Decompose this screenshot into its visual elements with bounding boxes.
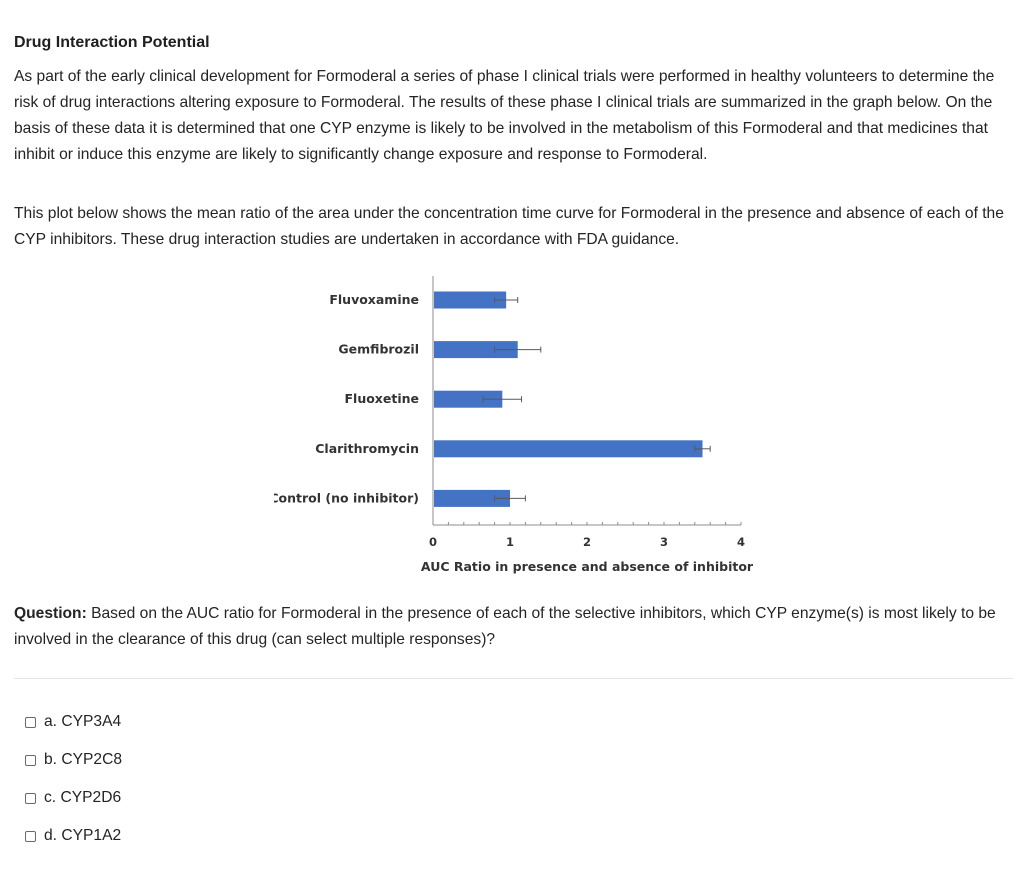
option-c-label: c. CYP2D6	[44, 789, 122, 806]
question-label: Question:	[14, 605, 87, 622]
x-tick-label-0: 0	[428, 535, 438, 549]
category-label-4: Control (no inhibitor)	[274, 490, 419, 506]
divider	[14, 678, 1013, 679]
x-axis-label: AUC Ratio in presence and absence of inhibitor	[420, 559, 754, 574]
checkbox-c[interactable]	[25, 793, 36, 804]
question-body: Based on the AUC ratio for Formoderal in the presence of each of the selective inhibitors, which CYP enzyme(s) is most likely to be involved in the clearance of this drug (can select multiple responses)?	[14, 605, 996, 648]
category-label-2: Fluoxetine	[344, 391, 419, 407]
option-d-label: d. CYP1A2	[44, 827, 122, 844]
checkbox-a[interactable]	[25, 717, 36, 728]
section-heading: Drug Interaction Potential	[14, 34, 210, 51]
option-b-label: b. CYP2C8	[44, 751, 123, 768]
checkbox-b[interactable]	[25, 755, 36, 766]
option-a-label: a. CYP3A4	[44, 713, 122, 730]
auc-ratio-chart	[274, 270, 794, 590]
intro-paragraph: As part of the early clinical development for Formoderal a series of phase I clinical trials were performed in healthy volunteers to determine the risk of drug interactions altering exposure to Formoderal. The results of these phase I clinical trials are summarized in the graph below. On the basis of these data it is determined that one CYP enzyme is likely to be involved in the metabolism of this Formoderal and that medicines that inhibit or induce this enzyme are likely to significantly change exposure and response to Formoderal.	[14, 68, 995, 163]
x-tick-label-2: 2	[582, 535, 592, 549]
option-a[interactable]	[14, 712, 121, 732]
question-text	[14, 601, 1009, 653]
checkbox-d[interactable]	[25, 831, 36, 842]
x-tick-label-1: 1	[505, 535, 515, 549]
option-b[interactable]	[14, 750, 122, 770]
category-label-3: Clarithromycin	[315, 440, 419, 456]
x-tick-label-3: 3	[659, 535, 669, 549]
bar-3	[434, 440, 703, 457]
category-label-1: Gemfibrozil	[338, 341, 419, 357]
x-tick-label-4: 4	[736, 535, 746, 549]
plot-description-paragraph: This plot below shows the mean ratio of the area under the concentration time curve for Formoderal in the presence and absence of each of the CYP inhibitors. These drug interaction studies are undertaken in accordance with FDA guidance.	[14, 205, 1004, 248]
auc-ratio-chart-svg	[274, 270, 794, 590]
option-c[interactable]	[14, 788, 121, 808]
category-label-0: Fluvoxamine	[329, 292, 419, 307]
option-d[interactable]	[14, 826, 121, 846]
